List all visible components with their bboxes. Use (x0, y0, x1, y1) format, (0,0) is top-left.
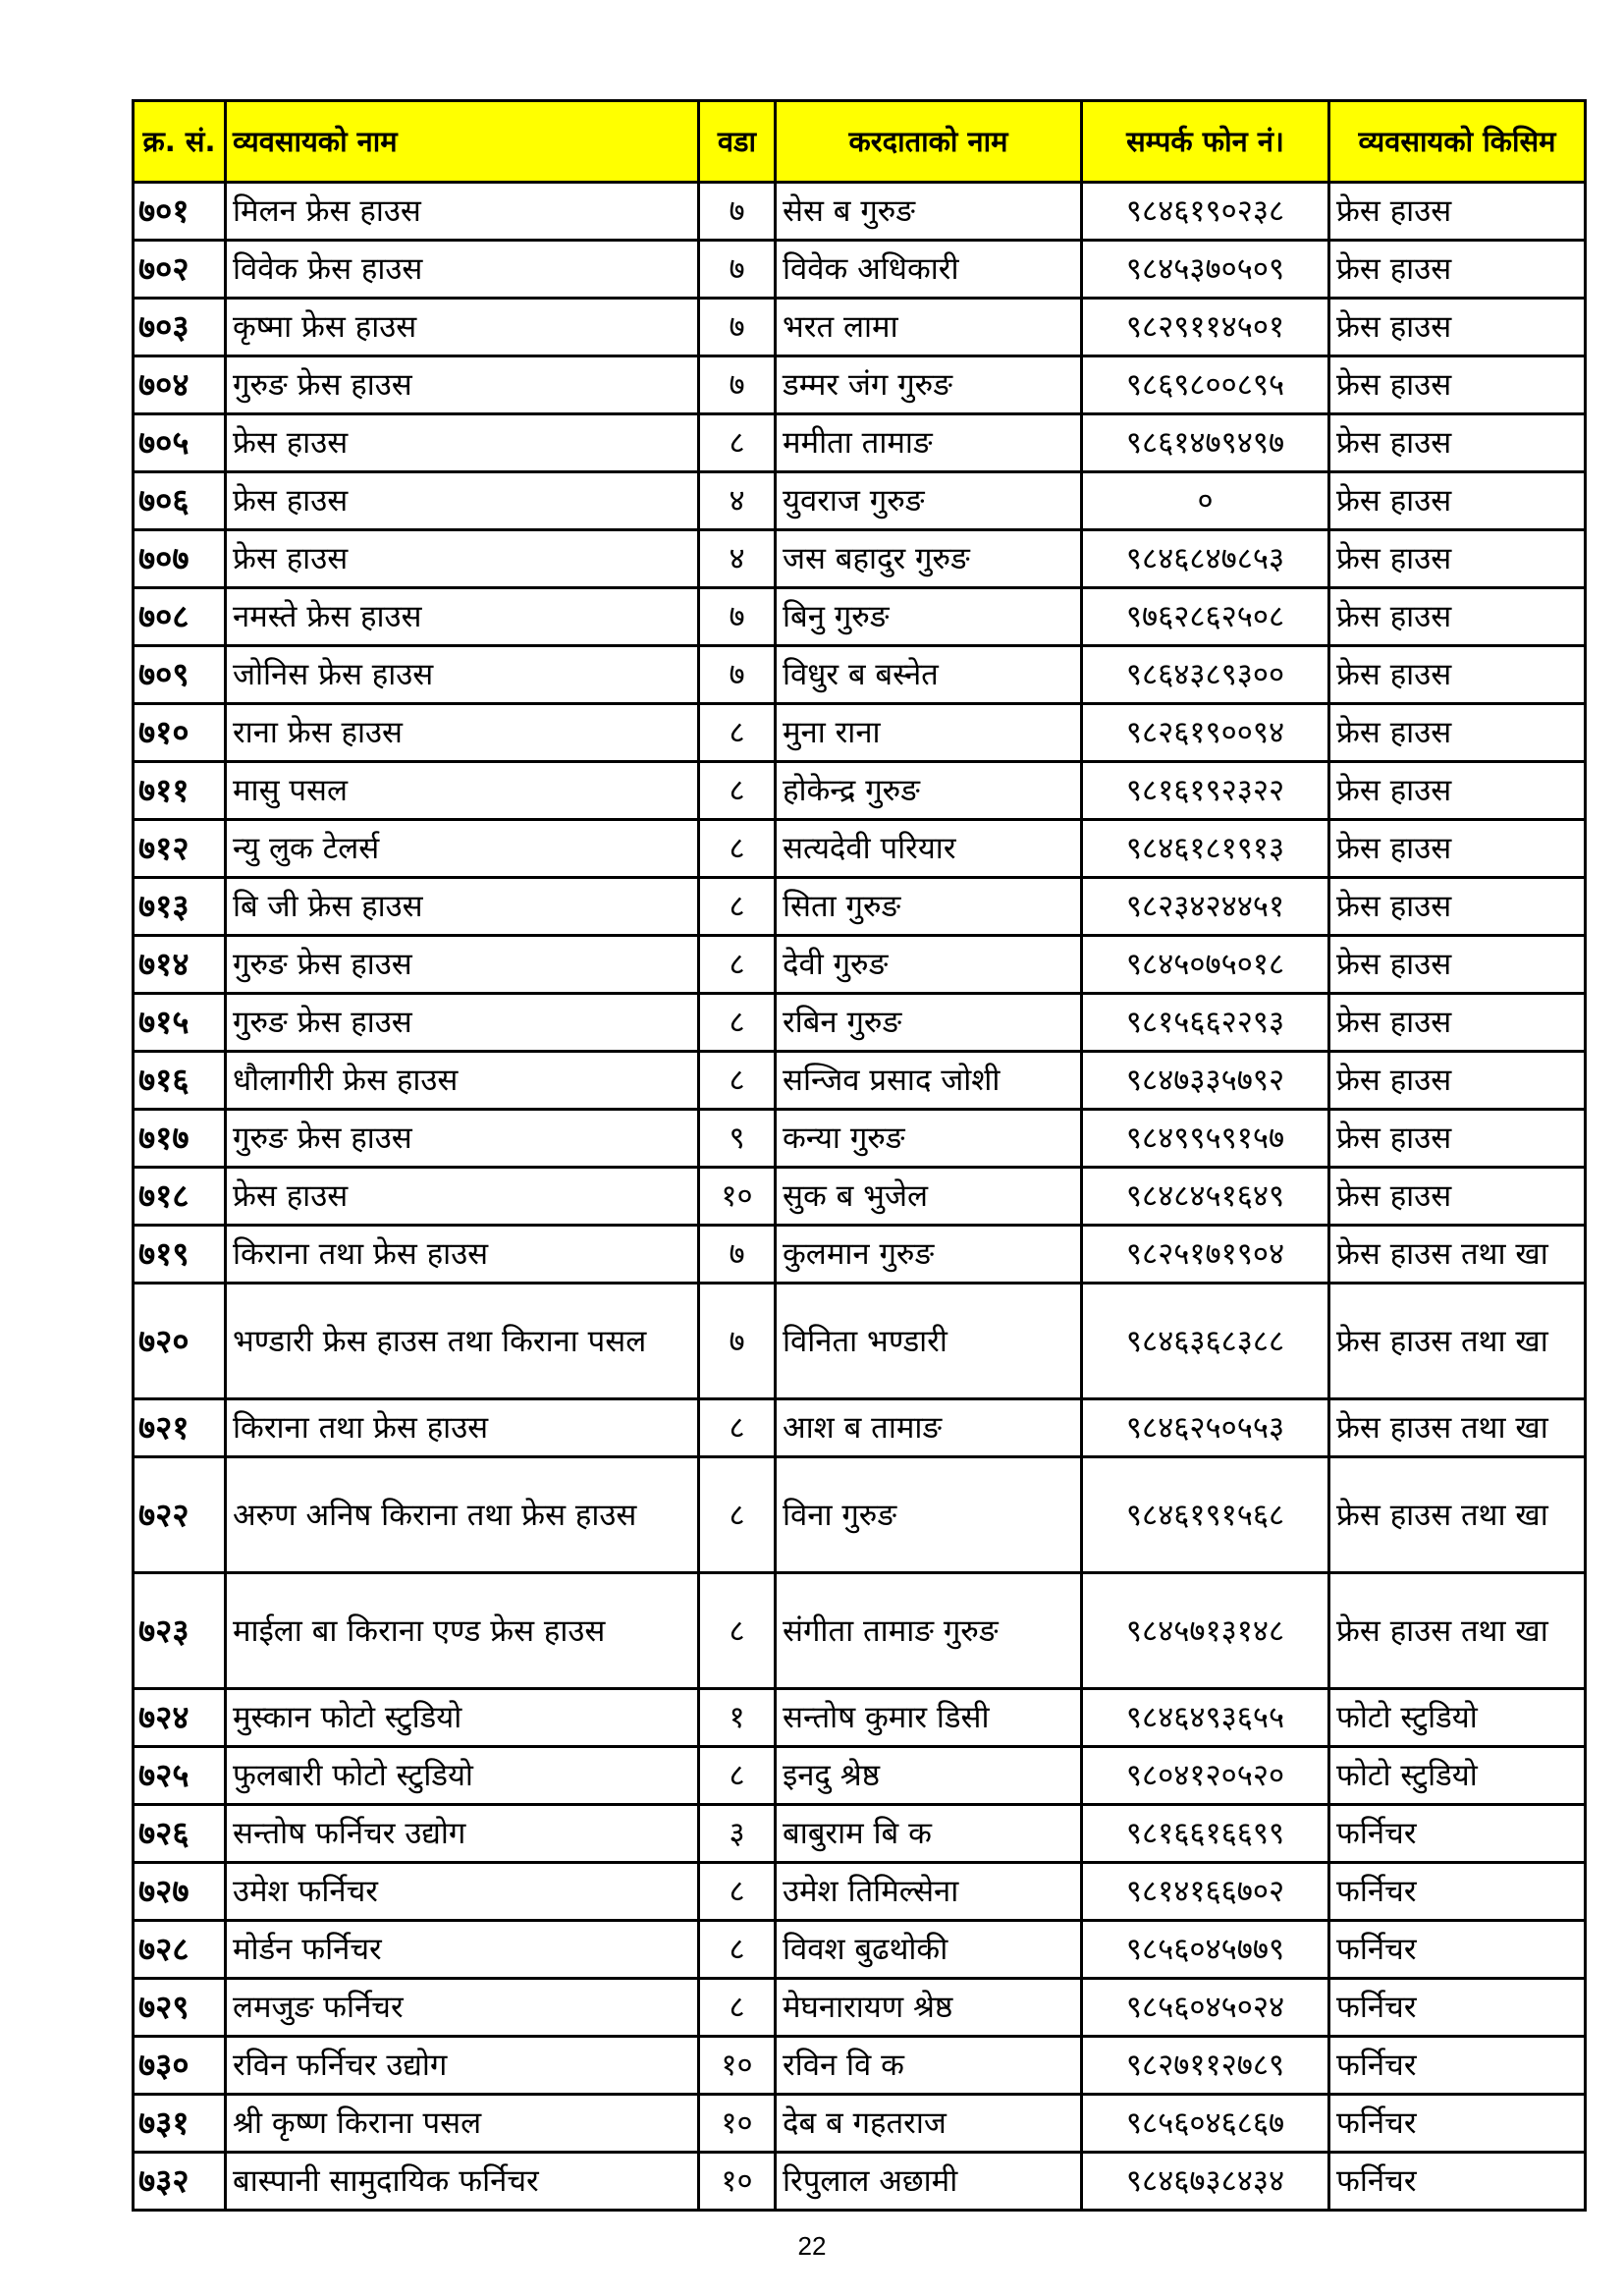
ward-cell: ८ (699, 704, 776, 762)
taxpayer-name-cell: होकेन्द्र गुरुङ (776, 762, 1082, 820)
ward-cell: ८ (699, 1747, 776, 1805)
phone-cell: ९८१५६६२२९३ (1082, 994, 1329, 1052)
business-name-cell: कृष्मा फ्रेस हाउस (226, 299, 699, 356)
phone-cell: ९८२७११२७८९ (1082, 2037, 1329, 2095)
business-name-cell: फुलबारी फोटो स्टुडियो (226, 1747, 699, 1805)
taxpayer-name-cell: सुक ब भुजेल (776, 1168, 1082, 1226)
ward-cell: १० (699, 1168, 776, 1226)
business-type-cell: फ्रेस हाउस (1329, 704, 1586, 762)
taxpayer-name-cell: सन्तोष कुमार डिसी (776, 1689, 1082, 1747)
serial-cell: ७२४ (134, 1689, 226, 1747)
business-type-cell: फ्रेस हाउस तथा खा (1329, 1573, 1586, 1689)
taxpayer-name-cell: कुलमान गुरुङ (776, 1226, 1082, 1284)
header-phone: सम्पर्क फोन नं। (1082, 101, 1329, 183)
table-row (134, 820, 1586, 878)
taxpayer-name-cell: विनिता भण्डारी (776, 1284, 1082, 1399)
business-register-table (132, 99, 1587, 2212)
phone-cell: ९८२९११४५०१ (1082, 299, 1329, 356)
table-row (134, 878, 1586, 936)
ward-cell: १० (699, 2153, 776, 2211)
table-row (134, 299, 1586, 356)
business-type-cell: फ्रेस हाउस (1329, 1168, 1586, 1226)
business-name-cell: सन्तोष फर्निचर उद्योग (226, 1805, 699, 1863)
header-ward: वडा (699, 101, 776, 183)
phone-cell: ९८४८४५१६४९ (1082, 1168, 1329, 1226)
phone-cell: ९८४६१९१५६८ (1082, 1457, 1329, 1573)
ward-cell: ८ (699, 762, 776, 820)
phone-cell: ९८४६८४७८५३ (1082, 530, 1329, 588)
business-type-cell: फ्रेस हाउस तथा खा (1329, 1226, 1586, 1284)
table-row (134, 1284, 1586, 1399)
ward-cell: ७ (699, 183, 776, 241)
business-name-cell: फ्रेस हाउस (226, 414, 699, 472)
business-type-cell: फ्रेस हाउस (1329, 1052, 1586, 1110)
business-type-cell: फ्रेस हाउस (1329, 1110, 1586, 1168)
serial-cell: ७१२ (134, 820, 226, 878)
taxpayer-name-cell: मुना राना (776, 704, 1082, 762)
ward-cell: १० (699, 2095, 776, 2153)
table-row (134, 1168, 1586, 1226)
taxpayer-name-cell: ममीता तामाङ (776, 414, 1082, 472)
phone-cell: ९८२६१९००९४ (1082, 704, 1329, 762)
business-type-cell: फोटो स्टुडियो (1329, 1689, 1586, 1747)
table-row (134, 1921, 1586, 1979)
business-name-cell: गुरुङ फ्रेस हाउस (226, 1110, 699, 1168)
ward-cell: ७ (699, 1284, 776, 1399)
ward-cell: ७ (699, 646, 776, 704)
business-name-cell: किराना तथा फ्रेस हाउस (226, 1226, 699, 1284)
ward-cell: ७ (699, 241, 776, 299)
phone-cell: ९८४७३३५७९२ (1082, 1052, 1329, 1110)
serial-cell: ७२३ (134, 1573, 226, 1689)
business-name-cell: लमजुङ फर्निचर (226, 1979, 699, 2037)
ward-cell: ७ (699, 299, 776, 356)
table-row (134, 1689, 1586, 1747)
taxpayer-name-cell: बिनु गुरुङ (776, 588, 1082, 646)
business-type-cell: फ्रेस हाउस (1329, 472, 1586, 530)
table-row (134, 241, 1586, 299)
taxpayer-name-cell: सन्जिव प्रसाद जोशी (776, 1052, 1082, 1110)
header-business-type: व्यवसायको किसिम (1329, 101, 1586, 183)
serial-cell: ७१९ (134, 1226, 226, 1284)
ward-cell: ८ (699, 414, 776, 472)
business-type-cell: फ्रेस हाउस तथा खा (1329, 1399, 1586, 1457)
taxpayer-name-cell: विना गुरुङ (776, 1457, 1082, 1573)
table-row (134, 414, 1586, 472)
ward-cell: ८ (699, 1573, 776, 1689)
ward-cell: ७ (699, 1226, 776, 1284)
serial-cell: ७१३ (134, 878, 226, 936)
table-row (134, 2095, 1586, 2153)
taxpayer-name-cell: विवेक अधिकारी (776, 241, 1082, 299)
serial-cell: ७२१ (134, 1399, 226, 1457)
serial-cell: ७१६ (134, 1052, 226, 1110)
taxpayer-name-cell: कन्या गुरुङ (776, 1110, 1082, 1168)
ward-cell: ८ (699, 1921, 776, 1979)
taxpayer-name-cell: रविन वि क (776, 2037, 1082, 2095)
ward-cell: ७ (699, 356, 776, 414)
phone-cell: ९८४६२५०५५३ (1082, 1399, 1329, 1457)
table-row (134, 1110, 1586, 1168)
phone-cell: ९८१६६१६६९९ (1082, 1805, 1329, 1863)
table-body (134, 183, 1586, 2211)
serial-cell: ७०४ (134, 356, 226, 414)
taxpayer-name-cell: उमेश तिमिल्सेना (776, 1863, 1082, 1921)
business-name-cell: फ्रेस हाउस (226, 472, 699, 530)
taxpayer-name-cell: संगीता तामाङ गुरुङ (776, 1573, 1082, 1689)
business-type-cell: फ्रेस हाउस तथा खा (1329, 1284, 1586, 1399)
serial-cell: ७१५ (134, 994, 226, 1052)
business-name-cell: माईला बा किराना एण्ड फ्रेस हाउस (226, 1573, 699, 1689)
business-name-cell: मिलन फ्रेस हाउस (226, 183, 699, 241)
table-row (134, 530, 1586, 588)
phone-cell: ९८४५७१३१४८ (1082, 1573, 1329, 1689)
ward-cell: १ (699, 1689, 776, 1747)
table-row (134, 762, 1586, 820)
ward-cell: ८ (699, 1863, 776, 1921)
business-type-cell: फोटो स्टुडियो (1329, 1747, 1586, 1805)
ward-cell: ८ (699, 820, 776, 878)
table-row (134, 1863, 1586, 1921)
phone-cell: ९८४६७३८४३४ (1082, 2153, 1329, 2211)
serial-cell: ७०२ (134, 241, 226, 299)
taxpayer-name-cell: जस बहादुर गुरुङ (776, 530, 1082, 588)
serial-cell: ७०९ (134, 646, 226, 704)
phone-cell: ९८२३४२४४५१ (1082, 878, 1329, 936)
phone-cell: ९८५६०४५७७९ (1082, 1921, 1329, 1979)
business-type-cell: फ्रेस हाउस (1329, 414, 1586, 472)
table-row (134, 1399, 1586, 1457)
header-business-name: व्यवसायको नाम (226, 101, 699, 183)
table-row (134, 1052, 1586, 1110)
serial-cell: ७०३ (134, 299, 226, 356)
business-name-cell: श्री कृष्ण किराना पसल (226, 2095, 699, 2153)
serial-cell: ७२६ (134, 1805, 226, 1863)
table-row (134, 356, 1586, 414)
phone-cell: ९८४६१९०२३८ (1082, 183, 1329, 241)
business-name-cell: बि जी फ्रेस हाउस (226, 878, 699, 936)
business-type-cell: फ्रेस हाउस (1329, 994, 1586, 1052)
business-type-cell: फ्रेस हाउस (1329, 878, 1586, 936)
serial-cell: ७०८ (134, 588, 226, 646)
taxpayer-name-cell: विधुर ब बस्नेत (776, 646, 1082, 704)
serial-cell: ७०५ (134, 414, 226, 472)
serial-cell: ७२८ (134, 1921, 226, 1979)
phone-cell: ९८४५३७०५०९ (1082, 241, 1329, 299)
business-type-cell: फ्रेस हाउस (1329, 356, 1586, 414)
table-row (134, 994, 1586, 1052)
business-name-cell: नमस्ते फ्रेस हाउस (226, 588, 699, 646)
table-row (134, 1979, 1586, 2037)
business-name-cell: भण्डारी फ्रेस हाउस तथा किराना पसल (226, 1284, 699, 1399)
business-name-cell: गुरुङ फ्रेस हाउस (226, 356, 699, 414)
taxpayer-name-cell: सत्यदेवी परियार (776, 820, 1082, 878)
business-type-cell: फर्निचर (1329, 2037, 1586, 2095)
ward-cell: ३ (699, 1805, 776, 1863)
phone-cell: ९८६९८००८९५ (1082, 356, 1329, 414)
taxpayer-name-cell: इनदु श्रेष्ठ (776, 1747, 1082, 1805)
business-name-cell: फ्रेस हाउस (226, 1168, 699, 1226)
table-header (134, 101, 1586, 183)
business-type-cell: फर्निचर (1329, 1863, 1586, 1921)
ward-cell: ७ (699, 588, 776, 646)
business-name-cell: अरुण अनिष किराना तथा फ्रेस हाउस (226, 1457, 699, 1573)
serial-cell: ७२० (134, 1284, 226, 1399)
business-type-cell: फर्निचर (1329, 1979, 1586, 2037)
phone-cell: ९८५६०४५०२४ (1082, 1979, 1329, 2037)
table-row (134, 704, 1586, 762)
phone-cell: ९८६४३८९३०० (1082, 646, 1329, 704)
taxpayer-name-cell: सिता गुरुङ (776, 878, 1082, 936)
table-row (134, 1805, 1586, 1863)
business-type-cell: फ्रेस हाउस (1329, 762, 1586, 820)
taxpayer-name-cell: युवराज गुरुङ (776, 472, 1082, 530)
serial-cell: ७१० (134, 704, 226, 762)
business-name-cell: गुरुङ फ्रेस हाउस (226, 936, 699, 994)
business-name-cell: न्यु लुक टेलर्स (226, 820, 699, 878)
business-name-cell: रविन फर्निचर उद्योग (226, 2037, 699, 2095)
taxpayer-name-cell: देवी गुरुङ (776, 936, 1082, 994)
taxpayer-name-cell: सेस ब गुरुङ (776, 183, 1082, 241)
business-name-cell: बास्पानी सामुदायिक फर्निचर (226, 2153, 699, 2211)
taxpayer-name-cell: विवश बुढथोकी (776, 1921, 1082, 1979)
serial-cell: ७२२ (134, 1457, 226, 1573)
business-type-cell: फ्रेस हाउस (1329, 241, 1586, 299)
business-type-cell: फ्रेस हाउस (1329, 299, 1586, 356)
business-name-cell: राना फ्रेस हाउस (226, 704, 699, 762)
header-row (134, 101, 1586, 183)
business-type-cell: फ्रेस हाउस (1329, 646, 1586, 704)
taxpayer-name-cell: रबिन गुरुङ (776, 994, 1082, 1052)
ward-cell: ८ (699, 936, 776, 994)
serial-cell: ७२७ (134, 1863, 226, 1921)
business-name-cell: जोनिस फ्रेस हाउस (226, 646, 699, 704)
table-row (134, 1573, 1586, 1689)
phone-cell: ९८२५१७१९०४ (1082, 1226, 1329, 1284)
phone-cell: ९८४६१८१९१३ (1082, 820, 1329, 878)
serial-cell: ७३२ (134, 2153, 226, 2211)
phone-cell: ९८०४१२०५२० (1082, 1747, 1329, 1805)
taxpayer-name-cell: रिपुलाल अछामी (776, 2153, 1082, 2211)
phone-cell: ९७६२८६२५०८ (1082, 588, 1329, 646)
serial-cell: ७३१ (134, 2095, 226, 2153)
phone-cell: ९८४६४९३६५५ (1082, 1689, 1329, 1747)
taxpayer-name-cell: देब ब गहतराज (776, 2095, 1082, 2153)
business-type-cell: फ्रेस हाउस (1329, 183, 1586, 241)
serial-cell: ७०१ (134, 183, 226, 241)
business-name-cell: मुस्कान फोटो स्टुडियो (226, 1689, 699, 1747)
business-type-cell: फर्निचर (1329, 1805, 1586, 1863)
ward-cell: ८ (699, 1399, 776, 1457)
table-row (134, 472, 1586, 530)
table-row (134, 1457, 1586, 1573)
business-name-cell: मोर्डन फर्निचर (226, 1921, 699, 1979)
business-type-cell: फर्निचर (1329, 1921, 1586, 1979)
table-row (134, 1226, 1586, 1284)
ward-cell: ८ (699, 1457, 776, 1573)
business-name-cell: फ्रेस हाउस (226, 530, 699, 588)
phone-cell: ९८१६१९२३२२ (1082, 762, 1329, 820)
business-type-cell: फ्रेस हाउस (1329, 820, 1586, 878)
serial-cell: ७०७ (134, 530, 226, 588)
ward-cell: १० (699, 2037, 776, 2095)
ward-cell: ४ (699, 472, 776, 530)
taxpayer-name-cell: भरत लामा (776, 299, 1082, 356)
table-row (134, 646, 1586, 704)
page-number: 22 (797, 2231, 827, 2261)
taxpayer-name-cell: आश ब तामाङ (776, 1399, 1082, 1457)
business-type-cell: फ्रेस हाउस तथा खा (1329, 1457, 1586, 1573)
serial-cell: ७१७ (134, 1110, 226, 1168)
business-name-cell: गुरुङ फ्रेस हाउस (226, 994, 699, 1052)
header-taxpayer-name: करदाताको नाम (776, 101, 1082, 183)
ward-cell: ४ (699, 530, 776, 588)
ward-cell: ८ (699, 878, 776, 936)
taxpayer-name-cell: मेघनारायण श्रेष्ठ (776, 1979, 1082, 2037)
business-name-cell: उमेश फर्निचर (226, 1863, 699, 1921)
business-name-cell: धौलागीरी फ्रेस हाउस (226, 1052, 699, 1110)
serial-cell: ७११ (134, 762, 226, 820)
phone-cell: ९८४५०७५०१८ (1082, 936, 1329, 994)
business-name-cell: किराना तथा फ्रेस हाउस (226, 1399, 699, 1457)
table-row (134, 1747, 1586, 1805)
business-type-cell: फ्रेस हाउस (1329, 936, 1586, 994)
business-name-cell: विवेक फ्रेस हाउस (226, 241, 699, 299)
ward-cell: ९ (699, 1110, 776, 1168)
table-row (134, 588, 1586, 646)
phone-cell: ९८६१४७९४९७ (1082, 414, 1329, 472)
table-row (134, 2037, 1586, 2095)
taxpayer-name-cell: डम्मर जंग गुरुङ (776, 356, 1082, 414)
business-name-cell: मासु पसल (226, 762, 699, 820)
serial-cell: ७१८ (134, 1168, 226, 1226)
ward-cell: ८ (699, 1979, 776, 2037)
phone-cell: ९८५६०४६८६७ (1082, 2095, 1329, 2153)
serial-cell: ७२५ (134, 1747, 226, 1805)
ward-cell: ८ (699, 994, 776, 1052)
ward-cell: ८ (699, 1052, 776, 1110)
phone-cell: ९८४६३६८३८८ (1082, 1284, 1329, 1399)
phone-cell: ९८१४१६६७०२ (1082, 1863, 1329, 1921)
serial-cell: ७०६ (134, 472, 226, 530)
business-type-cell: फ्रेस हाउस (1329, 588, 1586, 646)
taxpayer-name-cell: बाबुराम बि क (776, 1805, 1082, 1863)
phone-cell: ९८४९९५९१५७ (1082, 1110, 1329, 1168)
table-row (134, 2153, 1586, 2211)
table-row (134, 936, 1586, 994)
serial-cell: ७१४ (134, 936, 226, 994)
serial-cell: ७२९ (134, 1979, 226, 2037)
header-serial: क्र. सं. (134, 101, 226, 183)
business-type-cell: फर्निचर (1329, 2095, 1586, 2153)
business-type-cell: फर्निचर (1329, 2153, 1586, 2211)
serial-cell: ७३० (134, 2037, 226, 2095)
table-row (134, 183, 1586, 241)
business-type-cell: फ्रेस हाउस (1329, 530, 1586, 588)
phone-cell: ० (1082, 472, 1329, 530)
